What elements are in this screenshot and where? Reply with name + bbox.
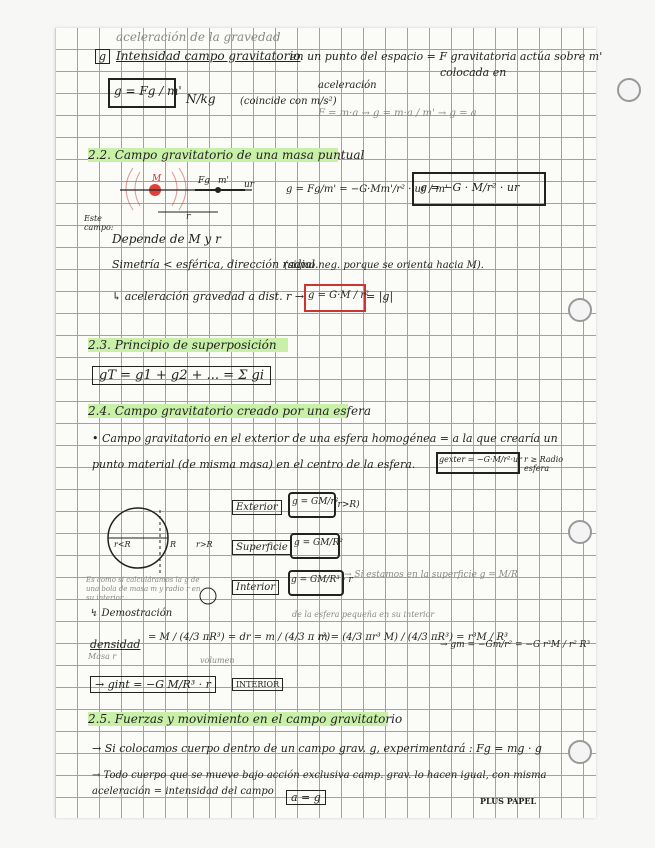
sup-label: Superficie [232,540,292,555]
label-Fg: Fg [198,176,211,186]
label-m: m' [218,176,230,186]
label-r-lt: r<R [114,540,131,549]
sup-eq: g = GM/R² [294,538,343,548]
side-note: Es como si calculáramos la g de una bola de masa m y radio r en su interior [86,576,201,602]
section-title: 2.4. Campo gravitatorio creado por una esfera [88,404,371,418]
s24-line2: punto material (de misma masa) en el centro de la esfera. [92,458,416,471]
intro-number: g [95,49,110,64]
label-r-gt: r>R [196,540,213,549]
masa-note: Masa r [88,652,117,661]
demo-label: ↯ Demostración [90,608,173,619]
final-eq: → gint = −G M/R³ · r [90,676,216,693]
gm-eq: → gm = −Gm/r² = −G r³M / r² R³ [440,640,591,650]
s22-sym-note: (signo neg. porque se orienta hacia M). [284,260,484,271]
footer-brand: PLUS PAPEL [480,796,537,806]
section-title: 2.5. Fuerzas y movimiento en el campo gravitatorio [88,712,403,726]
label-r: r [186,212,191,222]
intro-deduction: F = m·a → g = m·a / m' → g = a [318,108,477,119]
intro-definition: en un punto del espacio = F gravitatoria actúa sobre m' [290,50,603,63]
int-label: Interior [232,580,279,595]
esfera-note: de la esfera pequeña en su interior [292,610,435,619]
s24-box-eq: gexter = −G·M/r²·ur [439,455,523,464]
s25-line3: aceleración = intensidad del campo [92,786,274,797]
intro-eq: g = Fg / m' [114,84,182,98]
int-note: → Si estamos en la superficie g = M/R [344,570,518,580]
vol-note: volumen [200,656,235,665]
s25-box: a = g [286,790,326,805]
s22-accel-eq: g = G·M / r² [308,290,370,301]
s22-eq: g = Fg/m' = −G·Mm'/r² · ur / m' [286,184,448,195]
s24-cond: r ≥ Radio esfera [524,455,564,473]
ext-label: Exterior [232,500,282,515]
label-M: M [152,174,162,184]
top-note: aceleración de la gravedad [116,30,281,44]
intro-unit: N/kg [186,92,216,106]
ext-eq: g = GM/r² [292,497,339,507]
section-title: 2.3. Principio de superposición [88,338,288,352]
m-eq: m = (4/3 πr³ M) / (4/3 πR³) = r³M / R³ [318,632,509,643]
intro-definition-2: colocada en [440,66,507,79]
final-box: INTERIOR [232,678,283,691]
label-R: R [170,540,177,549]
s23-eq: gT = g1 + g2 + ... = Σ gi [92,366,271,385]
intro-title: Intensidad campo gravitatorio [116,49,301,63]
s25-line1: → Si colocamos cuerpo dentro de un campo grav. g, experimentará : Fg = mg · g [92,742,542,755]
s22-depends: Depende de M y r [112,232,221,246]
s22-accel-eq2: = |g| [366,290,394,303]
intro-unit-note: (coincide con m/s²) [240,96,337,107]
s25-line2: → Todo cuerpo que se mueve bajo acción exclusiva camp. grav. lo hacen igual, con misma [92,770,547,781]
s24-line1: • Campo gravitatorio en el exterior de una esfera homogénea = a la que crearía un [92,432,558,445]
s22-symmetry: Simetría < esférica, dirección radial. [112,258,319,271]
s22-accel: ↳ aceleración gravedad a dist. r → [112,290,305,303]
s22-side: Este campo: [84,214,114,232]
s22-result: g = −G · M/r² · ur [420,181,520,194]
int-eq: g = GM/R³ · r [291,575,353,585]
section-title: 2.2. Campo gravitatorio de una masa puntual [88,148,365,162]
label-ur: ur [244,180,255,190]
density-eq: = M / (4/3 πR³) = dr = m / (4/3 π r³) [148,632,331,643]
intro-arrow-label: aceleración [318,80,377,91]
density-label: densidad [90,638,141,651]
ext-cond: (r>R) [334,500,360,510]
